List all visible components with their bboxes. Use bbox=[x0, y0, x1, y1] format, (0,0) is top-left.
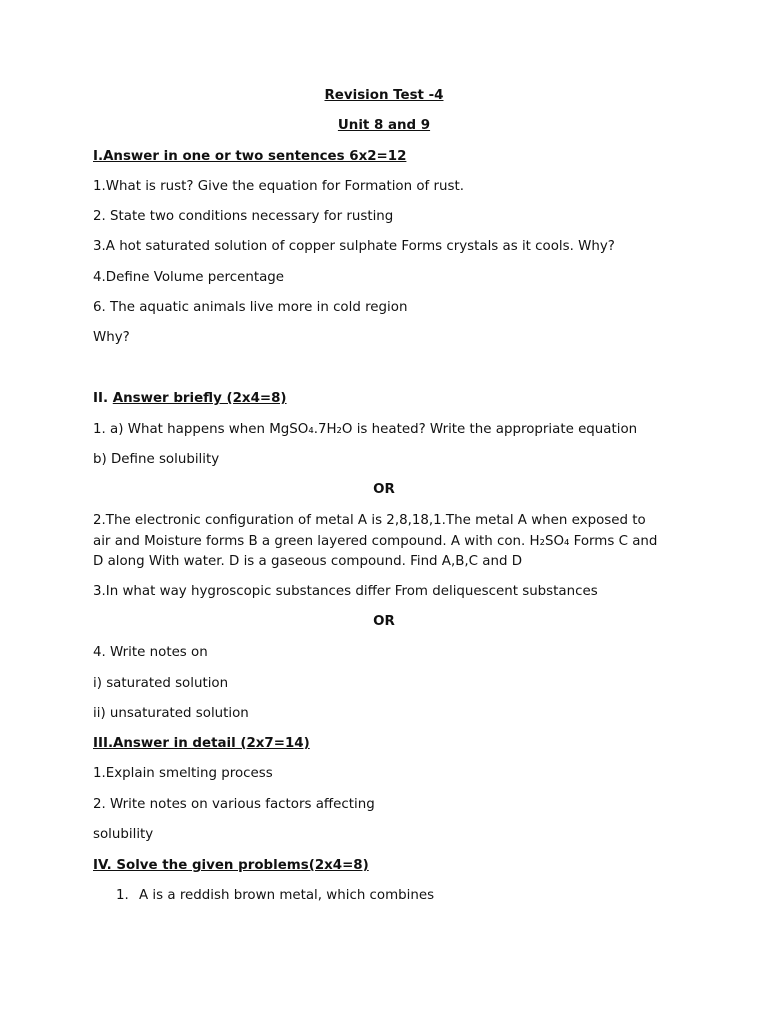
section4-heading: IV. Solve the given problems(2x4=8) bbox=[93, 858, 369, 873]
question-1-6: 6. The aquatic animals live more in cold region bbox=[93, 300, 408, 315]
section1-heading: I.Answer in one or two sentences 6x2=12 bbox=[93, 149, 407, 164]
question-1-1: 1.What is rust? Give the equation for Formation of rust. bbox=[93, 179, 464, 194]
section2-prefix: II. bbox=[93, 391, 109, 406]
question-3-2-continuation: solubility bbox=[93, 827, 154, 842]
page-title: Revision Test -4 bbox=[324, 88, 444, 103]
question-2-4-i: i) saturated solution bbox=[93, 676, 229, 691]
or-divider-1: OR bbox=[373, 482, 395, 497]
question-2-1a: 1. a) What happens when MgSO₄.7H₂O is heated? Write the appropriate equation bbox=[93, 422, 638, 437]
section3-heading: III.Answer in detail (2x7=14) bbox=[93, 736, 310, 751]
list-item-text: A is a reddish brown metal, which combines bbox=[139, 888, 435, 903]
or-divider-2: OR bbox=[373, 614, 395, 629]
question-1-4: 4.Define Volume percentage bbox=[93, 270, 285, 285]
question-2-1b: b) Define solubility bbox=[93, 452, 220, 467]
question-3-1: 1.Explain smelting process bbox=[93, 766, 273, 781]
question-1-2: 2. State two conditions necessary for rusting bbox=[93, 209, 394, 224]
question-2-4: 4. Write notes on bbox=[93, 645, 208, 660]
list-item bbox=[116, 886, 434, 906]
question-1-6-continuation: Why? bbox=[93, 330, 130, 345]
list-item-number: 1. bbox=[116, 888, 129, 903]
section2-title: Answer briefly (2x4=8) bbox=[112, 391, 287, 406]
page-subtitle: Unit 8 and 9 bbox=[337, 118, 431, 133]
question-2-3: 3.In what way hygroscopic substances differ From deliquescent substances bbox=[93, 584, 598, 599]
question-2-2: 2.The electronic configuration of metal A is 2,8,18,1.The metal A when exposed to air and Moisture forms B a green layered compound. A with con. H₂SO₄ Forms C and D along With water. D is a gaseous compound. Find A,B,C and D bbox=[93, 513, 658, 569]
question-3-2: 2. Write notes on various factors affecting bbox=[93, 797, 375, 812]
question-2-4-ii: ii) unsaturated solution bbox=[93, 706, 249, 721]
question-1-3: 3.A hot saturated solution of copper sulphate Forms crystals as it cools. Why? bbox=[93, 239, 615, 254]
section2-heading bbox=[93, 389, 287, 409]
